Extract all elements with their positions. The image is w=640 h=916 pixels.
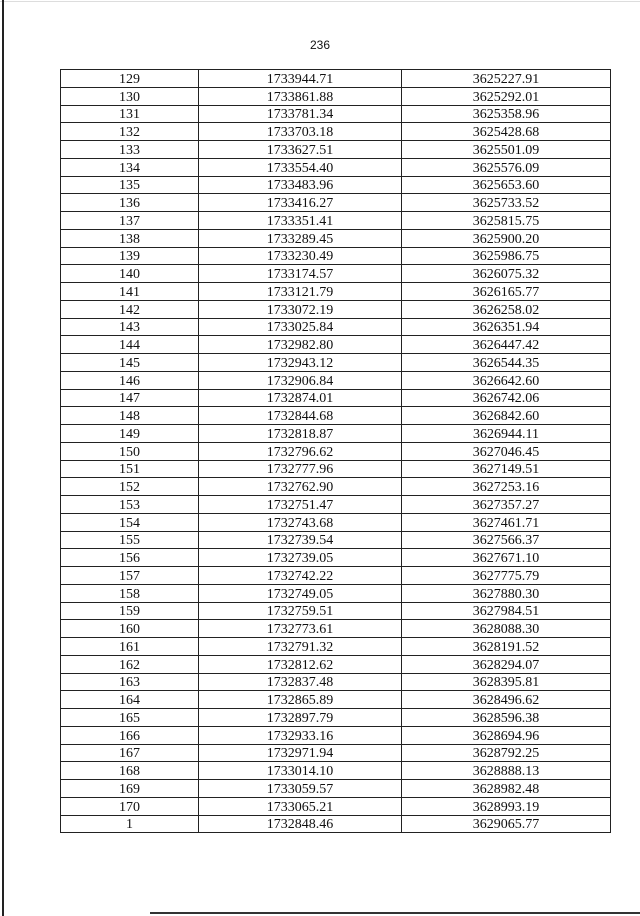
x-coordinate-cell: 1732874.01 [199, 389, 402, 407]
point-number-cell: 143 [61, 318, 199, 336]
y-coordinate-cell: 3628496.62 [402, 691, 611, 709]
x-coordinate-cell: 1733703.18 [199, 123, 402, 141]
y-coordinate-cell: 3626351.94 [402, 318, 611, 336]
table-row [61, 815, 611, 833]
x-coordinate-cell: 1733944.71 [199, 70, 402, 88]
point-number-cell: 137 [61, 212, 199, 230]
point-number-cell: 158 [61, 584, 199, 602]
y-coordinate-cell: 3628294.07 [402, 655, 611, 673]
y-coordinate-cell: 3625653.60 [402, 176, 611, 194]
y-coordinate-cell: 3627357.27 [402, 496, 611, 514]
y-coordinate-cell: 3625227.91 [402, 70, 611, 88]
y-coordinate-cell: 3628993.19 [402, 797, 611, 815]
point-number-cell: 149 [61, 425, 199, 443]
point-number-cell: 147 [61, 389, 199, 407]
x-coordinate-cell: 1732971.94 [199, 744, 402, 762]
y-coordinate-cell: 3628596.38 [402, 709, 611, 727]
x-coordinate-cell: 1732818.87 [199, 425, 402, 443]
table-row [61, 691, 611, 709]
table-row [61, 70, 611, 88]
x-coordinate-cell: 1733554.40 [199, 158, 402, 176]
page-bottom-edge [150, 912, 640, 914]
y-coordinate-cell: 3625900.20 [402, 229, 611, 247]
y-coordinate-cell: 3627775.79 [402, 567, 611, 585]
x-coordinate-cell: 1732791.32 [199, 638, 402, 656]
y-coordinate-cell: 3628792.25 [402, 744, 611, 762]
point-number-cell: 151 [61, 460, 199, 478]
point-number-cell: 135 [61, 176, 199, 194]
y-coordinate-cell: 3628088.30 [402, 620, 611, 638]
point-number-cell: 132 [61, 123, 199, 141]
point-number-cell: 150 [61, 442, 199, 460]
table-row [61, 744, 611, 762]
table-row [61, 762, 611, 780]
page-number: 236 [309, 38, 331, 52]
table-row [61, 158, 611, 176]
y-coordinate-cell: 3625815.75 [402, 212, 611, 230]
table-row [61, 176, 611, 194]
point-number-cell: 131 [61, 105, 199, 123]
point-number-cell: 168 [61, 762, 199, 780]
x-coordinate-cell: 1733230.49 [199, 247, 402, 265]
point-number-cell: 157 [61, 567, 199, 585]
point-number-cell: 153 [61, 496, 199, 514]
x-coordinate-cell: 1732943.12 [199, 354, 402, 372]
y-coordinate-cell: 3625428.68 [402, 123, 611, 141]
x-coordinate-cell: 1733351.41 [199, 212, 402, 230]
y-coordinate-cell: 3626544.35 [402, 354, 611, 372]
table-row [61, 797, 611, 815]
table-row [61, 247, 611, 265]
x-coordinate-cell: 1733416.27 [199, 194, 402, 212]
y-coordinate-cell: 3628395.81 [402, 673, 611, 691]
point-number-cell: 166 [61, 726, 199, 744]
x-coordinate-cell: 1732837.48 [199, 673, 402, 691]
y-coordinate-cell: 3627984.51 [402, 602, 611, 620]
table-row [61, 425, 611, 443]
point-number-cell: 138 [61, 229, 199, 247]
y-coordinate-cell: 3628191.52 [402, 638, 611, 656]
point-number-cell: 139 [61, 247, 199, 265]
table-row [61, 549, 611, 567]
y-coordinate-cell: 3625501.09 [402, 141, 611, 159]
point-number-cell: 155 [61, 531, 199, 549]
y-coordinate-cell: 3626447.42 [402, 336, 611, 354]
table-row [61, 336, 611, 354]
table-row [61, 460, 611, 478]
point-number-cell: 134 [61, 158, 199, 176]
x-coordinate-cell: 1733014.10 [199, 762, 402, 780]
y-coordinate-cell: 3626258.02 [402, 300, 611, 318]
table-row [61, 496, 611, 514]
point-number-cell: 165 [61, 709, 199, 727]
point-number-cell: 164 [61, 691, 199, 709]
table-row [61, 141, 611, 159]
table-row [61, 478, 611, 496]
table-row [61, 194, 611, 212]
table-row [61, 673, 611, 691]
y-coordinate-cell: 3626742.06 [402, 389, 611, 407]
point-number-cell: 148 [61, 407, 199, 425]
table-row [61, 442, 611, 460]
x-coordinate-cell: 1733121.79 [199, 283, 402, 301]
page-top-edge [0, 1, 640, 2]
x-coordinate-cell: 1733483.96 [199, 176, 402, 194]
point-number-cell: 144 [61, 336, 199, 354]
point-number-cell: 129 [61, 70, 199, 88]
y-coordinate-cell: 3626642.60 [402, 371, 611, 389]
table-row [61, 709, 611, 727]
x-coordinate-cell: 1733781.34 [199, 105, 402, 123]
y-coordinate-cell: 3625292.01 [402, 87, 611, 105]
coordinates-table [60, 69, 611, 833]
table-row [61, 620, 611, 638]
page-left-edge [2, 0, 4, 916]
point-number-cell: 133 [61, 141, 199, 159]
table-row [61, 212, 611, 230]
x-coordinate-cell: 1733025.84 [199, 318, 402, 336]
table-row [61, 584, 611, 602]
point-number-cell: 162 [61, 655, 199, 673]
y-coordinate-cell: 3625986.75 [402, 247, 611, 265]
x-coordinate-cell: 1732865.89 [199, 691, 402, 709]
y-coordinate-cell: 3626842.60 [402, 407, 611, 425]
y-coordinate-cell: 3627671.10 [402, 549, 611, 567]
x-coordinate-cell: 1732982.80 [199, 336, 402, 354]
point-number-cell: 167 [61, 744, 199, 762]
y-coordinate-cell: 3626075.32 [402, 265, 611, 283]
table-row [61, 354, 611, 372]
y-coordinate-cell: 3627566.37 [402, 531, 611, 549]
y-coordinate-cell: 3628694.96 [402, 726, 611, 744]
point-number-cell: 130 [61, 87, 199, 105]
table-row [61, 531, 611, 549]
y-coordinate-cell: 3627880.30 [402, 584, 611, 602]
x-coordinate-cell: 1732739.05 [199, 549, 402, 567]
table-row [61, 780, 611, 798]
x-coordinate-cell: 1732906.84 [199, 371, 402, 389]
table-row [61, 123, 611, 141]
point-number-cell: 140 [61, 265, 199, 283]
point-number-cell: 136 [61, 194, 199, 212]
x-coordinate-cell: 1732897.79 [199, 709, 402, 727]
table-row [61, 726, 611, 744]
table-row [61, 407, 611, 425]
x-coordinate-cell: 1732796.62 [199, 442, 402, 460]
point-number-cell: 141 [61, 283, 199, 301]
x-coordinate-cell: 1732777.96 [199, 460, 402, 478]
table-row [61, 87, 611, 105]
y-coordinate-cell: 3628888.13 [402, 762, 611, 780]
point-number-cell: 163 [61, 673, 199, 691]
x-coordinate-cell: 1732848.46 [199, 815, 402, 833]
table-row [61, 265, 611, 283]
table-row [61, 105, 611, 123]
table-row [61, 229, 611, 247]
point-number-cell: 160 [61, 620, 199, 638]
x-coordinate-cell: 1733065.21 [199, 797, 402, 815]
x-coordinate-cell: 1732751.47 [199, 496, 402, 514]
x-coordinate-cell: 1733861.88 [199, 87, 402, 105]
x-coordinate-cell: 1732844.68 [199, 407, 402, 425]
point-number-cell: 142 [61, 300, 199, 318]
x-coordinate-cell: 1732773.61 [199, 620, 402, 638]
x-coordinate-cell: 1732739.54 [199, 531, 402, 549]
y-coordinate-cell: 3625733.52 [402, 194, 611, 212]
x-coordinate-cell: 1733174.57 [199, 265, 402, 283]
x-coordinate-cell: 1733059.57 [199, 780, 402, 798]
point-number-cell: 161 [61, 638, 199, 656]
point-number-cell: 170 [61, 797, 199, 815]
x-coordinate-cell: 1732812.62 [199, 655, 402, 673]
x-coordinate-cell: 1732743.68 [199, 513, 402, 531]
point-number-cell: 159 [61, 602, 199, 620]
point-number-cell: 152 [61, 478, 199, 496]
y-coordinate-cell: 3625358.96 [402, 105, 611, 123]
y-coordinate-cell: 3628982.48 [402, 780, 611, 798]
coordinates-table-body [61, 70, 611, 833]
point-number-cell: 1 [61, 815, 199, 833]
y-coordinate-cell: 3627046.45 [402, 442, 611, 460]
table-row [61, 638, 611, 656]
x-coordinate-cell: 1732749.05 [199, 584, 402, 602]
point-number-cell: 169 [61, 780, 199, 798]
y-coordinate-cell: 3626944.11 [402, 425, 611, 443]
x-coordinate-cell: 1732933.16 [199, 726, 402, 744]
x-coordinate-cell: 1733289.45 [199, 229, 402, 247]
table-row [61, 300, 611, 318]
point-number-cell: 154 [61, 513, 199, 531]
y-coordinate-cell: 3629065.77 [402, 815, 611, 833]
table-row [61, 655, 611, 673]
x-coordinate-cell: 1732759.51 [199, 602, 402, 620]
x-coordinate-cell: 1733072.19 [199, 300, 402, 318]
table-row [61, 318, 611, 336]
x-coordinate-cell: 1732762.90 [199, 478, 402, 496]
y-coordinate-cell: 3627461.71 [402, 513, 611, 531]
table-row [61, 371, 611, 389]
table-row [61, 602, 611, 620]
x-coordinate-cell: 1732742.22 [199, 567, 402, 585]
y-coordinate-cell: 3626165.77 [402, 283, 611, 301]
x-coordinate-cell: 1733627.51 [199, 141, 402, 159]
y-coordinate-cell: 3627253.16 [402, 478, 611, 496]
point-number-cell: 146 [61, 371, 199, 389]
table-row [61, 513, 611, 531]
table-row [61, 283, 611, 301]
table-row [61, 567, 611, 585]
point-number-cell: 156 [61, 549, 199, 567]
point-number-cell: 145 [61, 354, 199, 372]
y-coordinate-cell: 3625576.09 [402, 158, 611, 176]
y-coordinate-cell: 3627149.51 [402, 460, 611, 478]
table-row [61, 389, 611, 407]
